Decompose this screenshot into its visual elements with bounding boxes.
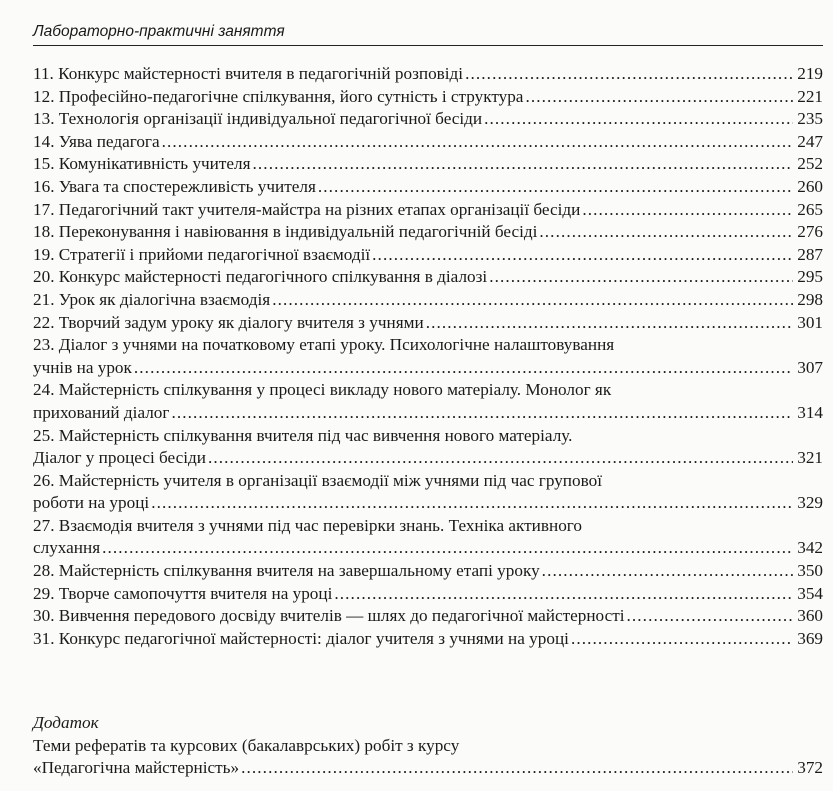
toc-entry[interactable] <box>33 131 823 154</box>
toc-page-number: 252 <box>797 154 823 174</box>
toc-entry[interactable] <box>33 470 823 515</box>
toc-page-number: 301 <box>797 312 823 332</box>
toc-page-number: 265 <box>797 199 823 219</box>
dot-leader <box>239 757 793 780</box>
toc-entry[interactable] <box>33 583 823 606</box>
toc-page-number: 307 <box>797 357 823 377</box>
toc-entry[interactable] <box>33 560 823 583</box>
toc-entry[interactable] <box>33 334 823 379</box>
toc-entry-text: 15. Комунікативність учителя <box>33 154 251 174</box>
toc-entry-text: 12. Професійно-педагогічне спілкування, його сутність і структура <box>33 86 524 106</box>
toc-page-number: 287 <box>797 244 823 264</box>
toc-entry-text: 29. Творче самопочуття вчителя на уроці <box>33 583 333 603</box>
dot-leader <box>370 244 793 267</box>
toc-entry-text: 13. Технологія організації індивідуальної педагогічної бесіди <box>33 109 483 129</box>
dot-leader <box>169 402 793 425</box>
dot-leader <box>463 63 793 86</box>
toc-entry-text: 17. Педагогічний такт учителя-майстра на різних етапах організації бесіди <box>33 199 581 219</box>
toc-page-number: 360 <box>797 606 823 626</box>
toc-page-number: 298 <box>797 289 823 309</box>
appendix-heading: Додаток <box>33 713 99 732</box>
dot-leader <box>149 492 793 515</box>
toc-page-number: 247 <box>797 131 823 151</box>
toc-entry-text: 31. Конкурс педагогічної майстерності: діалог учителя з учнями на уроці <box>33 628 569 648</box>
running-head: Лабораторно-практичні заняття <box>33 23 285 40</box>
toc-page-number: 329 <box>797 493 823 513</box>
toc-entry[interactable] <box>33 176 823 199</box>
toc-page-number: 354 <box>797 583 823 603</box>
toc-page-number: 260 <box>797 176 823 196</box>
dot-leader <box>251 153 793 176</box>
toc-entry-text: 20. Конкурс майстерності педагогічного спілкування в діалозі <box>33 267 488 287</box>
dot-leader <box>523 86 793 109</box>
toc-entry-first-line: Теми рефератів та курсових (бакалаврських) робіт з курсу <box>33 735 460 755</box>
toc-page-number: 321 <box>797 448 823 468</box>
toc-page-number: 342 <box>797 538 823 558</box>
toc-entry-text: 22. Творчий задум уроку як діалогу вчителя з учнями <box>33 312 424 332</box>
toc-entry-text: 16. Увага та спостережливість учителя <box>33 176 316 196</box>
toc-entry-text: учнів на урок <box>33 357 132 377</box>
toc-entry[interactable] <box>33 425 823 470</box>
toc-entry[interactable] <box>33 108 823 131</box>
toc-page-number: 221 <box>797 86 823 106</box>
toc-entry-text: «Педагогічна майстерність» <box>33 758 240 778</box>
toc-entry-first-line: 24. Майстерність спілкування у процесі викладу нового матеріалу. Монолог як <box>33 380 612 400</box>
toc-page-number: 372 <box>797 758 823 778</box>
toc-entry-text: роботи на уроці <box>33 493 150 513</box>
dot-leader <box>625 605 794 628</box>
toc-entry-first-line: 23. Діалог з учнями на початковому етапі уроку. Психологічне налаштовування <box>33 335 615 355</box>
toc-entry[interactable] <box>33 86 823 109</box>
toc-entry[interactable] <box>33 312 823 335</box>
toc-entry-first-line: 25. Майстерність спілкування вчителя під час вивчення нового матеріалу. <box>33 425 573 445</box>
toc-entry[interactable] <box>33 244 823 267</box>
toc-entry[interactable] <box>33 379 823 424</box>
toc-entry-text: 19. Стратегії і прийоми педагогічної взаємодії <box>33 244 371 264</box>
toc-entry-text: слухання <box>33 538 101 558</box>
dot-leader <box>206 447 793 470</box>
toc-entry[interactable] <box>33 515 823 560</box>
toc-entry-text: прихований діалог <box>33 402 170 422</box>
toc-entry[interactable] <box>33 628 823 651</box>
toc-entry-text: 21. Урок як діалогічна взаємодія <box>33 289 271 309</box>
toc-page-number: 350 <box>797 561 823 581</box>
toc-entry-text: 28. Майстерність спілкування вчителя на завершальному етапі уроку <box>33 561 540 581</box>
toc-entry-text: Діалог у процесі бесіди <box>33 448 206 468</box>
toc-entry-appendix[interactable] <box>33 735 823 780</box>
toc-entry[interactable] <box>33 605 823 628</box>
toc-entry-first-line: 26. Майстерність учителя в організації взаємодії між учнями під час групової <box>33 470 602 490</box>
toc-page-number: 235 <box>797 109 823 129</box>
toc-page-number: 295 <box>797 267 823 287</box>
dot-leader <box>316 176 793 199</box>
toc-entry-text: 30. Вивчення передового досвіду вчителів — шлях до педагогічної майстерності <box>33 606 625 626</box>
table-of-contents <box>33 63 823 650</box>
header-rule <box>33 45 823 46</box>
toc-page-number: 219 <box>797 64 823 83</box>
dot-leader <box>100 537 793 560</box>
dot-leader <box>424 312 793 335</box>
dot-leader <box>270 289 793 312</box>
dot-leader <box>580 199 793 222</box>
dot-leader <box>482 108 793 131</box>
toc-entry-text: 18. Переконування і навіювання в індивідуальній педагогічній бесіді <box>33 222 538 242</box>
toc-entry[interactable] <box>33 289 823 312</box>
dot-leader <box>332 583 793 606</box>
dot-leader <box>537 221 793 244</box>
dot-leader <box>487 266 793 289</box>
toc-page-number: 369 <box>797 628 823 648</box>
toc-entry[interactable] <box>33 221 823 244</box>
appendix-section <box>33 712 823 780</box>
toc-entry[interactable] <box>33 63 823 86</box>
dot-leader <box>540 560 793 583</box>
toc-entry[interactable] <box>33 199 823 222</box>
toc-page-number: 314 <box>797 402 823 422</box>
dot-leader <box>160 131 793 154</box>
toc-entry[interactable] <box>33 153 823 176</box>
toc-entry-text: 11. Конкурс майстерності вчителя в педагогічній розповіді <box>33 64 464 83</box>
dot-leader <box>569 628 793 651</box>
toc-entry-text: 14. Уява педагога <box>33 131 160 151</box>
toc-entry[interactable] <box>33 266 823 289</box>
dot-leader <box>132 357 793 380</box>
toc-entry-first-line: 27. Взаємодія вчителя з учнями під час перевірки знань. Техніка активного <box>33 515 583 535</box>
toc-page-number: 276 <box>797 222 823 242</box>
